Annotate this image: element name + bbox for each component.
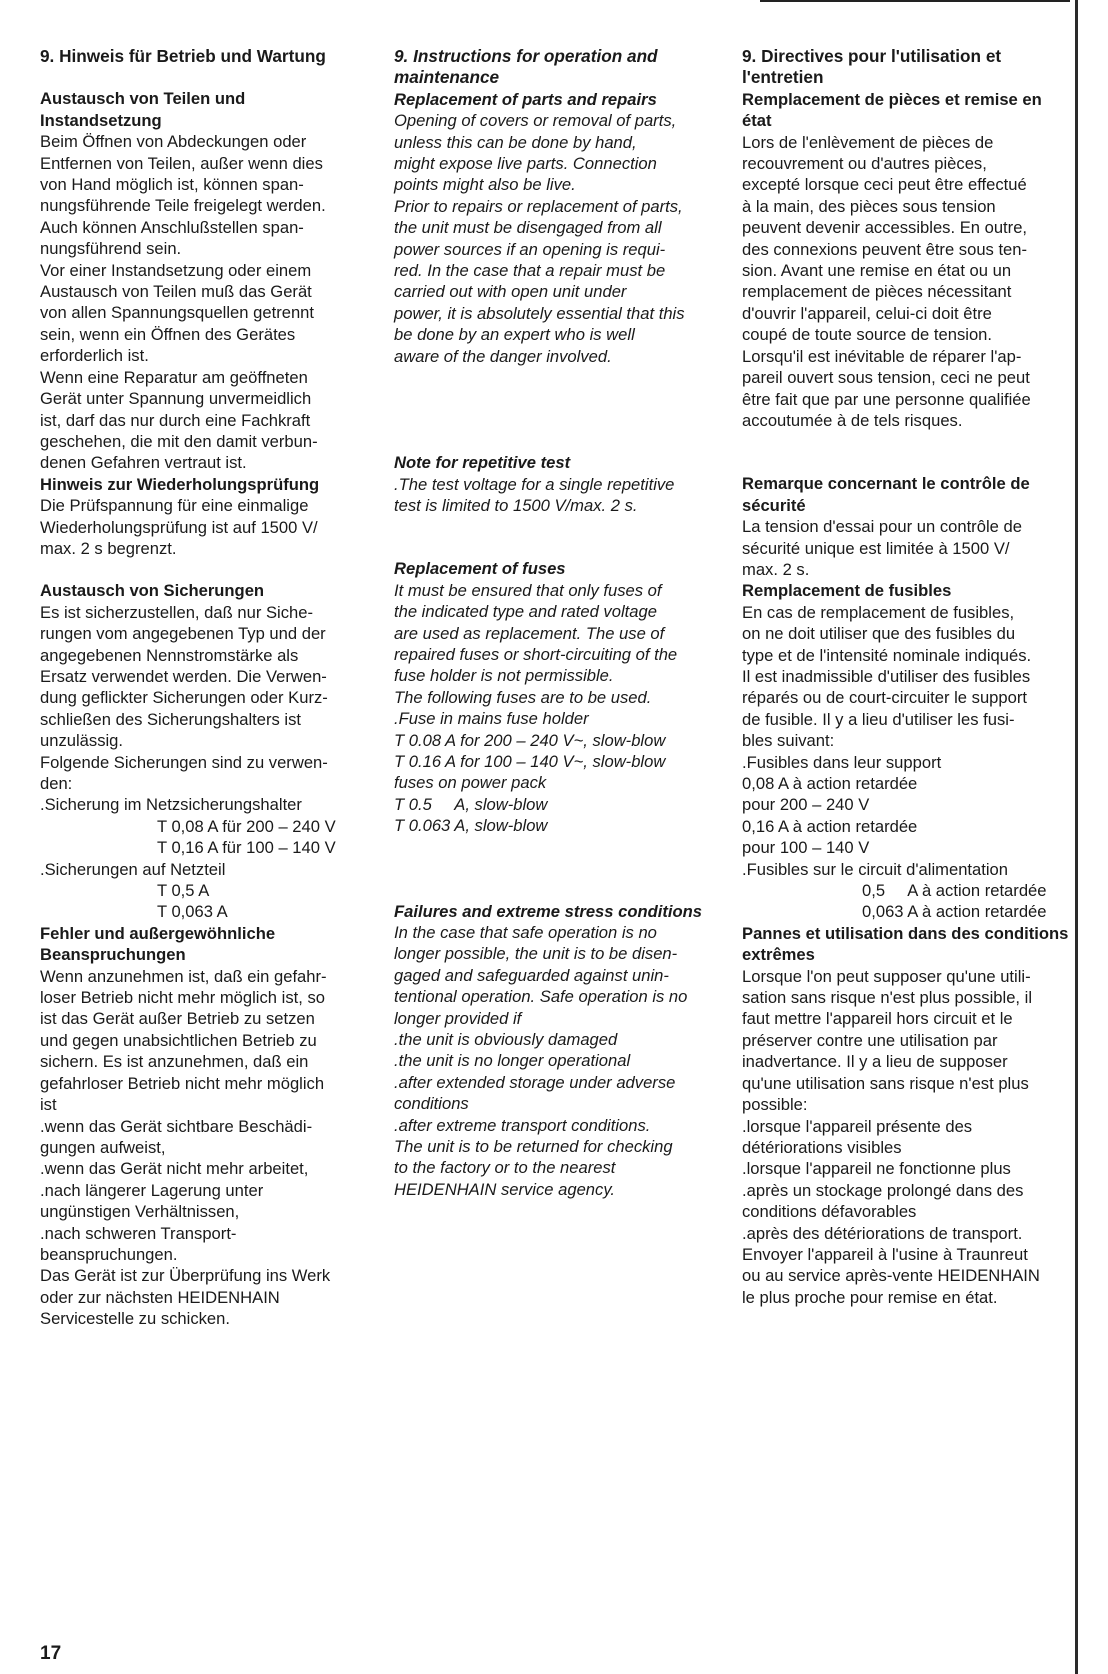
- text-line: Auch können Anschlußstellen span-: [40, 217, 304, 237]
- text-line: Austausch von Teilen muß das Gerät: [40, 282, 312, 302]
- text-line: .lorsque l'appareil présente des: [742, 1116, 973, 1136]
- heading-test-fr: Remarque concernant le contrôle de sécurité: [742, 474, 1030, 515]
- text-line: pour 100 – 140 V: [742, 838, 870, 858]
- text-line: possible:: [742, 1095, 808, 1115]
- text-line: accoutumée à de tels risques.: [742, 410, 963, 430]
- text-line: préserver contre une utilisation par: [742, 1030, 998, 1050]
- text-line: T 0.063 A, slow-blow: [394, 816, 548, 836]
- heading-parts-en: Replacement of parts and repairs: [394, 89, 657, 109]
- text-line: T 0.08 A for 200 – 240 V~, slow-blow: [394, 730, 666, 750]
- column-french: [742, 46, 1072, 1308]
- text-line: the indicated type and rated voltage: [394, 602, 657, 622]
- text-line: fuse holder is not permissible.: [394, 666, 614, 686]
- text-line: geschehen, die mit den damit verbun-: [40, 431, 318, 451]
- text-line: 0,16 A à action retardée: [742, 816, 918, 836]
- text-line: 0,5 A à action retardée: [862, 881, 1047, 901]
- fuse-list-power-de: [40, 880, 370, 923]
- heading-failures-en: Failures and extreme stress conditions: [394, 901, 703, 921]
- text-line: .after extended storage under adverse: [394, 1072, 676, 1092]
- text-parts-fr: [742, 132, 1072, 432]
- heading-test-en: Note for repetitive test: [394, 453, 571, 473]
- text-line: T 0,063 A: [157, 902, 228, 922]
- text-line: von allen Spannungsquellen getrennt: [40, 303, 315, 323]
- text-line: .lorsque l'appareil ne fonctionne plus: [742, 1159, 1011, 1179]
- text-line: repaired fuses or short-circuiting of the: [394, 644, 678, 664]
- text-line: on ne doit utiliser que des fusibles du: [742, 624, 1016, 644]
- text-line: denen Gefahren vertraut ist.: [40, 453, 247, 473]
- text-line: Ersatz verwendet werden. Die Verwen-: [40, 666, 327, 686]
- text-line: Die Prüfspannung für eine einmalige: [40, 496, 309, 516]
- text-line: détériorations visibles: [742, 1137, 902, 1157]
- text-line: sécurité unique est limitée à 1500 V/: [742, 538, 1010, 558]
- text-line: pour 200 – 240 V: [742, 795, 870, 815]
- text-line: rungen vom angegebenen Typ und der: [40, 624, 326, 644]
- text-line: The unit is to be returned for checking: [394, 1137, 673, 1157]
- text-line: type et de l'intensité nominale indiqués.: [742, 645, 1032, 665]
- text-line: sion. Avant une remise en état ou un: [742, 261, 1012, 281]
- text-line: nungsführend sein.: [40, 239, 182, 259]
- text-line: .wenn das Gerät sichtbare Beschädi-: [40, 1116, 313, 1136]
- text-line: Il est inadmissible d'utiliser des fusibles: [742, 666, 1031, 686]
- text-line: ist, darf das nur durch eine Fachkraft: [40, 410, 311, 430]
- text-line: Wiederholungsprüfung ist auf 1500 V/: [40, 517, 318, 537]
- text-line: des connexions peuvent être sous ten-: [742, 239, 1028, 259]
- page-number: 17: [40, 1643, 62, 1664]
- text-line: the unit must be disengaged from all: [394, 218, 662, 238]
- fuse-line-power-de: .Sicherungen auf Netzteil: [40, 859, 226, 879]
- text-line: gungen aufweist,: [40, 1137, 166, 1157]
- heading-test-de: Hinweis zur Wiederholungsprüfung: [40, 474, 320, 494]
- text-line: Es ist sicherzustellen, daß nur Siche-: [40, 602, 313, 622]
- section-title-fr: 9. Directives pour l'utilisation et l'entretien: [742, 46, 1002, 88]
- text-line: .après un stockage prolongé dans des: [742, 1180, 1024, 1200]
- text-line: von Hand möglich ist, können span-: [40, 175, 304, 195]
- text-line: fuses on power pack: [394, 773, 547, 793]
- text-line: T 0,5 A: [157, 881, 210, 901]
- text-line: pareil ouvert sous tension, ceci ne peut: [742, 368, 1030, 388]
- text-line: gaged and safeguarded against unin-: [394, 965, 669, 985]
- text-fuses-de: [40, 602, 370, 816]
- text-line: loser Betrieb nicht mehr möglich ist, so: [40, 988, 325, 1008]
- text-line: Vor einer Instandsetzung oder einem: [40, 260, 312, 280]
- text-line: test is limited to 1500 V/max. 2 s.: [394, 495, 638, 515]
- text-line: den:: [40, 774, 73, 793]
- text-line: Prior to repairs or replacement of parts,: [394, 196, 683, 216]
- text-test-en: [394, 474, 724, 517]
- text-line: conditions défavorables: [742, 1202, 917, 1222]
- text-line: erforderlich ist.: [40, 346, 149, 366]
- text-line: ou au service après-vente HEIDENHAIN: [742, 1266, 1040, 1286]
- text-line: power sources if an opening is requi-: [394, 239, 666, 259]
- text-line: nungsführende Teile freigelegt werden.: [40, 196, 326, 216]
- text-line: Beim Öffnen von Abdeckungen oder: [40, 132, 307, 152]
- text-line: Wenn anzunehmen ist, daß ein gefahr-: [40, 966, 327, 986]
- text-line: dung geflickter Sicherungen oder Kurz-: [40, 688, 328, 708]
- text-line: T 0,08 A für 200 – 240 V: [157, 816, 336, 836]
- text-line: carried out with open unit under: [394, 282, 627, 302]
- heading-fuses-en: Replacement of fuses: [394, 559, 566, 579]
- text-line: Wenn eine Reparatur am geöffneten: [40, 367, 308, 387]
- fuse-list-power-fr: [742, 880, 1072, 923]
- text-line: unzulässig.: [40, 731, 124, 751]
- text-line: .Fusibles dans leur support: [742, 752, 942, 772]
- heading-fuses-fr: Remplacement de fusibles: [742, 581, 952, 601]
- text-line: En cas de remplacement de fusibles,: [742, 602, 1015, 622]
- text-line: de fusible. Il y a lieu d'utiliser les fusi-: [742, 709, 1015, 729]
- heading-failures-fr: Pannes et utilisation dans des conditions extrêmes: [742, 923, 1069, 965]
- column-german: [40, 46, 370, 1330]
- text-line: ist: [40, 1095, 57, 1115]
- text-line: Folgende Sicherungen sind zu verwen-: [40, 752, 328, 772]
- text-parts-de: [40, 131, 370, 474]
- heading-fuses-de: Austausch von Sicherungen: [40, 581, 265, 601]
- text-failures-en: [394, 922, 724, 1200]
- text-line: might expose live parts. Connection: [394, 154, 657, 174]
- text-line: faut mettre l'appareil hors circuit et le: [742, 1009, 1013, 1029]
- text-line: longer possible, the unit is to be disen-: [394, 944, 678, 964]
- text-line: longer provided if: [394, 1008, 522, 1028]
- text-line: max. 2 s begrenzt.: [40, 538, 177, 558]
- text-line: Das Gerät ist zur Überprüfung ins Werk: [40, 1266, 331, 1286]
- text-line: bles suivant:: [742, 731, 835, 751]
- text-line: HEIDENHAIN service agency.: [394, 1179, 616, 1199]
- text-line: schließen des Sicherungshalters ist: [40, 709, 302, 729]
- text-line: coupé de toute source de tension.: [742, 325, 993, 345]
- text-fuses-fr: [742, 602, 1072, 880]
- text-line: ungünstigen Verhältnissen,: [40, 1202, 240, 1222]
- text-line: recouvrement ou d'autres pièces,: [742, 154, 987, 174]
- text-test-de: [40, 495, 370, 559]
- text-line: qu'une utilisation sans risque n'est plus: [742, 1073, 1029, 1093]
- text-line: aware of the danger involved.: [394, 346, 612, 366]
- text-line: angegebenen Nennstromstärke als: [40, 645, 299, 665]
- text-line: La tension d'essai pour un contrôle de: [742, 517, 1022, 537]
- text-line: le plus proche pour remise en état.: [742, 1287, 998, 1307]
- text-line: excepté lorsque ceci peut être effectué: [742, 175, 1027, 195]
- text-line: sein, wenn ein Öffnen des Gerätes: [40, 324, 296, 344]
- text-line: The following fuses are to be used.: [394, 687, 652, 707]
- text-line: T 0.16 A for 100 – 140 V~, slow-blow: [394, 751, 666, 771]
- text-line: être fait que par une personne qualifiée: [742, 389, 1031, 409]
- text-line: à la main, des pièces sous tension: [742, 196, 996, 216]
- text-line: to the factory or to the nearest: [394, 1158, 616, 1178]
- text-parts-en: [394, 110, 724, 367]
- text-line: .après des détériorations de transport.: [742, 1223, 1023, 1243]
- text-line: remplacement de pièces nécessitant: [742, 282, 1012, 302]
- text-line: beanspruchungen.: [40, 1244, 178, 1264]
- text-line: .after extreme transport conditions.: [394, 1115, 651, 1135]
- text-line: 0,063 A à action retardée: [862, 902, 1047, 922]
- text-line: réparés ou de court-circuiter le support: [742, 688, 1027, 708]
- text-line: It must be ensured that only fuses of: [394, 580, 662, 600]
- text-line: conditions: [394, 1094, 469, 1114]
- text-failures-de: [40, 966, 370, 1330]
- text-line: max. 2 s.: [742, 559, 810, 579]
- text-line: unless this can be done by hand,: [394, 132, 637, 152]
- text-line: sichern. Es ist anzunehmen, daß ein: [40, 1052, 309, 1072]
- heading-failures-de: Fehler und außergewöhnliche Beanspruchungen: [40, 923, 276, 965]
- text-test-fr: [742, 516, 1072, 580]
- section-title-en: 9. Instructions for operation and maintenance: [394, 46, 658, 88]
- text-line: oder zur nächsten HEIDENHAIN: [40, 1287, 280, 1307]
- text-line: Lors de l'enlèvement de pièces de: [742, 132, 994, 152]
- text-line: Entfernen von Teilen, außer wenn dies: [40, 153, 323, 173]
- text-line: be done by an expert who is well: [394, 325, 635, 345]
- text-line: inadvertance. Il y a lieu de supposer: [742, 1052, 1008, 1072]
- text-line: Gerät unter Spannung unvermeidlich: [40, 389, 312, 409]
- fuse-list-mains-de: [40, 816, 370, 859]
- text-line: d'ouvrir l'appareil, celui-ci doit être: [742, 303, 992, 323]
- section-title-de: 9. Hinweis für Betrieb und Wartung: [40, 46, 326, 66]
- right-edge-rule: [1075, 0, 1078, 1674]
- text-line: .the unit is obviously damaged: [394, 1030, 618, 1050]
- text-line: gefahrloser Betrieb nicht mehr möglich: [40, 1073, 325, 1093]
- text-line: 0,08 A à action retardée: [742, 774, 918, 793]
- column-english: [394, 46, 724, 1200]
- text-line: Servicestelle zu schicken.: [40, 1309, 230, 1329]
- text-line: peuvent devenir accessibles. En outre,: [742, 218, 1028, 238]
- text-line: points might also be live.: [394, 175, 576, 195]
- text-line: Opening of covers or removal of parts,: [394, 111, 677, 131]
- top-rule: [760, 0, 1070, 2]
- text-line: und gegen unabsichtlichen Betrieb zu: [40, 1030, 317, 1050]
- text-line: power, it is absolutely essential that this: [394, 303, 685, 323]
- text-line: .Fusibles sur le circuit d'alimentation: [742, 859, 1009, 879]
- text-line: tentional operation. Safe operation is no: [394, 987, 688, 1007]
- text-failures-fr: [742, 966, 1072, 1309]
- text-line: T 0.5 A, slow-blow: [394, 794, 548, 814]
- text-line: are used as replacement. The use of: [394, 623, 665, 643]
- text-line: red. In the case that a repair must be: [394, 261, 666, 281]
- text-line: .the unit is no longer operational: [394, 1051, 631, 1071]
- text-line: .wenn das Gerät nicht mehr arbeitet,: [40, 1159, 309, 1179]
- text-line: ist das Gerät außer Betrieb zu setzen: [40, 1009, 315, 1029]
- text-line: sation sans risque n'est plus possible, il: [742, 988, 1033, 1008]
- heading-parts-de: Austausch von Teilen und Instandsetzung: [40, 89, 246, 130]
- text-line: Lorsque l'on peut supposer qu'une utili-: [742, 966, 1031, 986]
- text-line: In the case that safe operation is no: [394, 923, 657, 942]
- text-line: .Fuse in mains fuse holder: [394, 709, 589, 729]
- text-line: .nach längerer Lagerung unter: [40, 1180, 264, 1200]
- text-fuses-en: [394, 580, 724, 837]
- text-line: Lorsqu'il est inévitable de réparer l'ap-: [742, 346, 1022, 366]
- text-line: .Sicherung im Netzsicherungshalter: [40, 795, 302, 815]
- heading-parts-fr: Remplacement de pièces et remise en état: [742, 89, 1042, 131]
- text-line: .The test voltage for a single repetitive: [394, 474, 675, 494]
- text-line: Envoyer l'appareil à l'usine à Traunreut: [742, 1244, 1028, 1264]
- text-line: .nach schweren Transport-: [40, 1223, 237, 1243]
- text-line: T 0,16 A für 100 – 140 V: [157, 838, 336, 858]
